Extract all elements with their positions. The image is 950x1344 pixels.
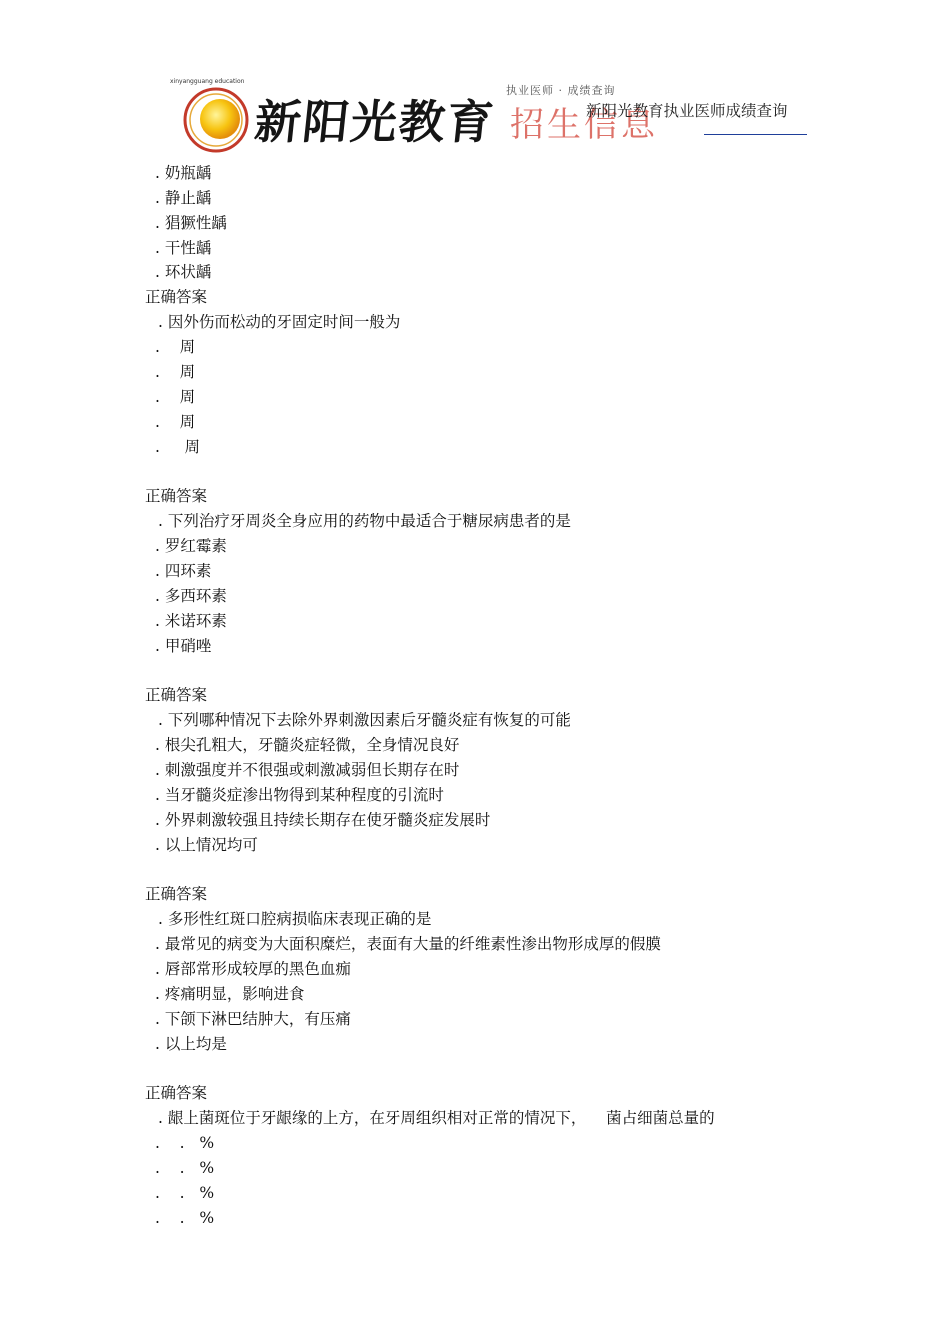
answer-label: 正确答案 <box>145 288 208 306</box>
question-stem: . 下列治疗牙周炎全身应用的药物中最适合于糖尿病患者的是 <box>158 512 571 530</box>
answer-option: . 周 <box>155 338 196 356</box>
answer-label: 正确答案 <box>145 885 208 903</box>
answer-option: . 疼痛明显，影响进食 <box>155 985 305 1003</box>
logo-brand-text: 新阳光教育 <box>252 95 498 149</box>
answer-option: . 四环素 <box>155 562 212 580</box>
answer-option: . 周 <box>155 413 196 431</box>
answer-option: . . % <box>155 1134 215 1152</box>
answer-option: . . % <box>155 1209 215 1227</box>
answer-label: 正确答案 <box>145 1084 208 1102</box>
question-stem: . 多形性红斑口腔病损临床表现正确的是 <box>158 910 432 928</box>
answer-option: . 甲硝唑 <box>155 637 212 655</box>
answer-option: . 奶瓶龋 <box>155 164 212 182</box>
brand-logo <box>168 74 658 154</box>
answer-option: . 当牙髓炎症渗出物得到某种程度的引流时 <box>155 786 444 804</box>
answer-option: . 以上均是 <box>155 1035 227 1053</box>
answer-option: . 最常见的病变为大面积糜烂，表面有大量的纤维素性渗出物形成厚的假膜 <box>155 935 661 953</box>
answer-label: 正确答案 <box>145 686 208 704</box>
svg-text:执业医师 · 成绩查询: 执业医师 · 成绩查询 <box>506 84 616 97</box>
answer-option: . 周 <box>155 438 201 456</box>
answer-option: . 周 <box>155 388 196 406</box>
link-underline <box>704 134 807 135</box>
answer-option: . 静止龋 <box>155 189 212 207</box>
svg-text:xinyangguang education: xinyangguang education <box>170 78 245 85</box>
answer-option: . 刺激强度并不很强或刺激减弱但长期存在时 <box>155 761 460 779</box>
question-stem: . 因外伤而松动的牙固定时间一般为 <box>158 313 401 331</box>
answer-option: . 唇部常形成较厚的黑色血痂 <box>155 960 351 978</box>
question-stem: . 下列哪种情况下去除外界刺激因素后牙髓炎症有恢复的可能 <box>158 711 571 729</box>
answer-option: . 猖獗性龋 <box>155 214 227 232</box>
answer-option: . 环状龋 <box>155 263 212 281</box>
answer-option: . 罗红霉素 <box>155 537 227 555</box>
answer-option: . 下颌下淋巴结肿大，有压痛 <box>155 1010 351 1028</box>
answer-option: . 周 <box>155 363 196 381</box>
svg-text:招生信息: 招生信息 <box>510 105 658 145</box>
answer-label: 正确答案 <box>145 487 208 505</box>
answer-option: . 根尖孔粗大，牙髓炎症轻微，全身情况良好 <box>155 736 460 754</box>
answer-option: . 外界刺激较强且持续长期存在使牙髓炎症发展时 <box>155 811 491 829</box>
answer-option: . . % <box>155 1184 215 1202</box>
answer-option: . 米诺环素 <box>155 612 227 630</box>
answer-option: . . % <box>155 1159 215 1177</box>
score-query-link[interactable]: 新阳光教育执业医师成绩查询 <box>586 102 788 120</box>
answer-option: . 以上情况均可 <box>155 836 258 854</box>
question-stem: . 龈上菌斑位于牙龈缘的上方，在牙周组织相对正常的情况下， 菌占细菌总量的 <box>158 1109 715 1127</box>
answer-option: . 干性龋 <box>155 239 212 257</box>
answer-option: . 多西环素 <box>155 587 227 605</box>
